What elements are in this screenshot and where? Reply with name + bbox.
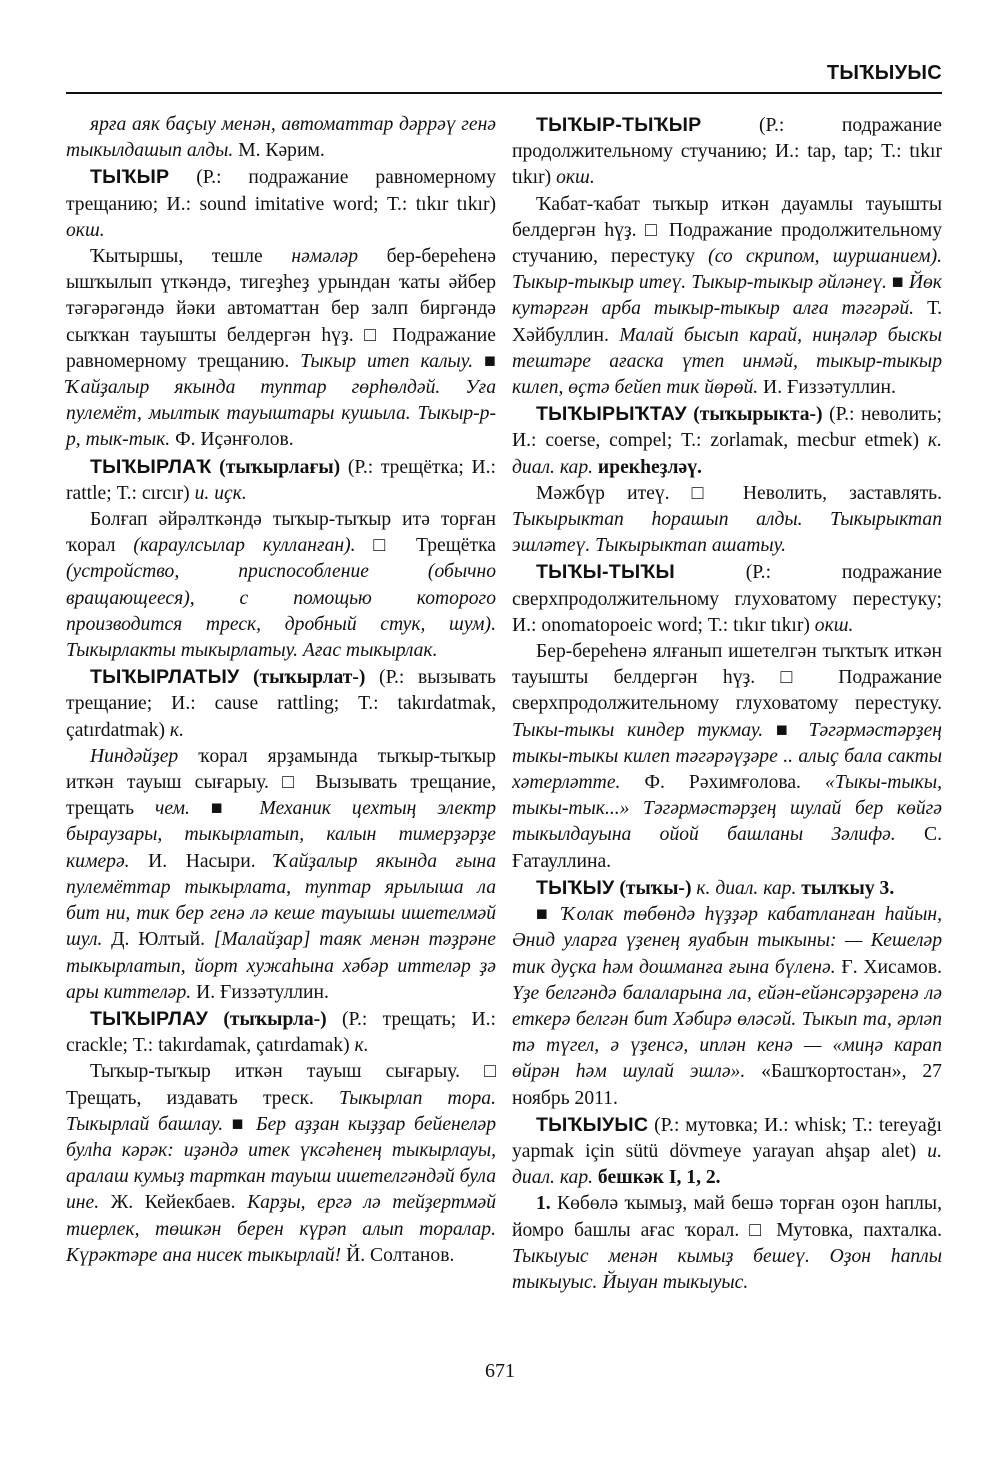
text-run: (караулсылар кулланған).: [133, 535, 356, 557]
entry-headline: [66, 454, 496, 507]
text-run: М. Кәрим.: [233, 140, 325, 162]
text-run: ҡорал ярҙамында тыҡыр-тыҡыр иткән тауыш сығарыу. □ Вызывать трещание, трещать: [66, 745, 496, 820]
text-run: □ Трещётка: [355, 535, 496, 557]
text-run: Ҡолак төбөндә һүҙҙәр кабатланған һайын, Әнид уларға үҙенең яуабын тыкыны: — Кешеләр тик дуҫка һәм дошманға ғына бүленә.: [512, 904, 942, 978]
right-column: [512, 112, 942, 1296]
entry-text: [66, 507, 496, 664]
text-run: ■: [189, 798, 260, 820]
entry-headline: [66, 664, 496, 744]
entry-headline: [512, 1112, 942, 1192]
text-run: и. иҫк.: [194, 482, 247, 504]
text-run: Үҙе белгәндә балаларына ла, ейән-ейәнсәрҙәренә лә еткерә белгән бит Хәбирә өләсәй. Тыкып та, әрләп тә түгел, ә үҙенсә, иплән кенә — «миңә карап өйрән һәм шулай эшлә».: [512, 982, 942, 1083]
left-column: [66, 112, 496, 1269]
text-run: бер-береһенә ышҡылып үткәндә, тигеҙһеҙ урындан ҡаты әйбер тәгәрәгәндә йәки автоматтан бер залп биргәндә сыҡҡан тауышты белдергән һүҙ. □ Подражание равномерному трещанию.: [66, 246, 496, 372]
entry-headline: [512, 875, 942, 902]
entry-headline: [66, 1006, 496, 1059]
text-run: Малай бысып карай, ниңәләр быскы тештәре ағаска үтеп инмәй, тыкыр-тыкыр килеп, өҫтә бейеп тик йөрөй.: [512, 324, 942, 399]
text-run: окш.: [814, 614, 854, 636]
text-run: ■: [473, 350, 497, 372]
text-run: (Р.: вызывать трещание; И.: cause rattling; Т.: takırdatmak, çatırdatmak): [66, 667, 496, 741]
text-run: Тыкыуыс менән кымыҙ бешеү. Оҙон һаплы тыкыуыс. Йыуан тыкыуыс.: [512, 1245, 942, 1293]
text-run: (Р.: подражание равномерному трещанию; И.: sound imitative word; Т.: tıkır tıkır): [66, 167, 496, 215]
text-run: С. Ғатауллина.: [512, 824, 942, 872]
text-run: ■: [536, 904, 562, 926]
text-run: (тыҡырлағы): [211, 456, 341, 478]
entry-text: [66, 744, 496, 1006]
text-run: «Тыкы-тыкы, тыкы-тык...» Тәгәрмәстәрҙең шулай бер көйгә тыкылдауына ойой башланы Зәлифә.: [512, 772, 942, 846]
page-header: [66, 58, 942, 98]
entry-text: [512, 192, 942, 402]
text-run: нәмәләр: [291, 246, 359, 268]
entry-headline: [66, 164, 496, 244]
header-rule: [66, 92, 942, 94]
headword: ТЫҠЫРЛАУ: [90, 1007, 209, 1030]
entry-text: [512, 639, 942, 875]
text-run: (Р.: мутовка; И.: whisk; Т.: tereyağı yapmak için sütü dövmeye yarayan ahşap alet): [512, 1114, 942, 1162]
text-run: Болғап әйрәлткәндә тыҡыр-тыҡыр итә торған ҡорал: [66, 509, 496, 557]
text-run: «Башҡортостан», 27 ноябрь 2011.: [512, 1061, 942, 1109]
text-run: к.: [169, 719, 184, 741]
headword: ТЫҠЫР: [90, 166, 170, 189]
text-run: к. диал. кар.: [691, 877, 797, 899]
entry-text: [66, 112, 496, 164]
text-run: Мәжбүр итеү. □ Неволить, заставлять.: [536, 482, 942, 504]
headword: ТЫҠЫРЫҠТАУ: [536, 403, 687, 426]
text-run: Тыкыр итеп калыу.: [300, 350, 474, 372]
text-run: Бер-береһенә ялғанып ишетелгән тыҡтыҡ иткән тауышты белдергән һүҙ. □ Подражание сверхпродолжительному глуховатому перестуку.: [512, 641, 942, 715]
text-run: Ҡайҙалыр якында ғына пулемёттар тыкырлата, туптар ярылыша ла бит ни, тик бер генә лә кеше тауышы ишетелмәй шул.: [66, 850, 496, 951]
headword: ТЫҠЫР-ТЫҠЫР: [536, 114, 702, 136]
text-run: (тыҡырлат-): [239, 667, 366, 689]
text-run: (тыҡы-): [614, 877, 692, 899]
entry-text: [512, 1191, 942, 1296]
text-run: И. Ғиззәтуллин.: [191, 981, 329, 1003]
text-run: Тыҡыр-тыҡыр иткән тауыш сығарыу. □ Трещать, издавать треск.: [66, 1061, 496, 1109]
headword: ТЫҠЫУ: [536, 876, 615, 899]
entry-text: [512, 481, 942, 560]
text-run: Тыкы-тыкы киндер тукмау.: [512, 719, 764, 741]
text-run: Ҡайҙалыр якында туптар гөрһөлдәй. Уға пулемёт, мылтык тауыштары кушыла. Тыкыр-р-р, тык-тык.: [66, 377, 496, 451]
text-run: ирекһеҙләү.: [593, 456, 702, 478]
headword: ТЫҠЫ-ТЫҠЫ: [536, 561, 675, 584]
text-run: тылҡыу 3.: [796, 877, 895, 899]
text-run: Бер аҙҙан кыҙҙар бейенеләр булһа кәрәк: иҙәндә итек үксәһенең тыкырлауы, аралаш кумыҙ тарткан тауыш ишетелгәндәй була ине.: [66, 1113, 496, 1214]
text-run: Ҡытыршы, тешле: [90, 246, 292, 268]
text-run: Ж. Кейекбаев.: [99, 1192, 248, 1214]
text-run: Механик цехтың электр быраузары, тыкырлатып, калын тимерҙәрҙе кимерә.: [66, 798, 496, 872]
running-head: ТЫҠЫУЫС: [826, 62, 942, 84]
entry-text: [512, 902, 942, 1112]
entry-headline: [512, 401, 942, 481]
text-run: и. диал. кар.: [512, 1140, 942, 1189]
text-run: ■: [223, 1113, 257, 1135]
text-run: (устройство, приспособление (обычно вращающееся), с помощью которого производится треск, дробный стук, шум). Тыкырлакты тыкырлатыу. Ағас тыкырлак.: [66, 561, 496, 662]
text-run: (тыҡырла-): [208, 1008, 327, 1030]
text-run: (Р.: подражание продолжительному стучанию; И.: tap, tap; Т.: tıkır tıkır): [512, 115, 942, 189]
text-run: Ф. Иҫәнғолов.: [170, 429, 294, 451]
entry-headline: [512, 559, 942, 639]
text-run: ярға аяк баҫыу менән, автоматтар дәррәү генә тыкылдашып алды.: [66, 114, 496, 162]
text-run: Ғ. Хисамов.: [835, 956, 943, 978]
text-run: (Р.: трещать; И.: crackle; Т.: takırdamak, çatırdamak): [66, 1008, 496, 1057]
text-run: бешкәк I, 1, 2.: [593, 1167, 721, 1189]
page-number: 671: [485, 1360, 515, 1382]
text-run: окш.: [66, 219, 105, 241]
text-run: к. диал. кар.: [512, 430, 942, 478]
text-run: 1.: [536, 1193, 551, 1215]
entry-headline: [512, 112, 942, 192]
text-run: Тәгәрмәстәрҙең тыкы-тыкы килеп тәгәрәүҙәре .. алыҫ бала сакты хәтерләтте.: [512, 719, 942, 794]
text-run: (со скрипом, шуршанием). Тыкыр-тыкыр итеү. Тыкыр-тыкыр әйләнеү.: [512, 246, 942, 294]
text-run: Ф. Рәхимғолова.: [620, 772, 826, 794]
text-run: Тыкырыктап һорашып алды. Тыкырыктап эшләтеү. Тыкырыктап ашатыу.: [512, 509, 942, 557]
text-run: Д. Юлтый.: [102, 929, 214, 951]
text-run: (Р.: подражание сверхпродолжительному глуховатому перестуку; И.: onomatopoeic word; Т.: tıkır tıkır): [512, 562, 942, 636]
text-run: Йөк кутәргән арба тыкыр-тыкыр алға тәгәрәй.: [512, 272, 942, 320]
text-run: И. Ғиззәтуллин.: [758, 377, 896, 399]
text-run: Ҡабат-ҡабат тыҡыр иткән дауамлы тауышты белдергән һүҙ. □ Подражание продолжительному стучанию, перестуку: [512, 193, 942, 268]
text-run: [Малайҙар] таяк менән тәҙрәне тыкырлатып, йорт хужаһына хәбәр иттеләр ҙә ары киттеләр.: [66, 929, 496, 1003]
text-run: (Р.: трещётка; И.: rattle; Т.: cırcır): [66, 456, 496, 504]
text-run: чем.: [154, 798, 190, 820]
text-run: (Р.: неволить; И.: coerse, compel; Т.: zorlamak, mecbur etmek): [512, 404, 942, 452]
entry-text: [66, 1059, 496, 1269]
text-run: Й. Солтанов.: [341, 1244, 455, 1266]
text-run: (тыҡырыкта-): [686, 404, 823, 426]
headword: ТЫҠЫУЫС: [536, 1113, 649, 1136]
text-run: ■: [886, 272, 909, 294]
text-run: окш.: [556, 167, 595, 189]
headword: ТЫҠЫРЛАҠ: [90, 455, 212, 478]
text-run: к.: [354, 1035, 369, 1057]
headword: ТЫҠЫРЛАТЫУ: [90, 666, 240, 689]
text-run: Көбөлә ҡымыҙ, май бешә торған оҙон һаплы, йомро башлы ағас ҡорал. □ Мутовка, пахталка.: [512, 1193, 942, 1241]
text-run: ■: [763, 719, 809, 741]
text-run: Ниндәйҙер: [90, 745, 179, 767]
text-run: Т. Хәйбуллин.: [512, 298, 942, 346]
text-run: Карҙы, ергә лә тейҙертмәй тиерлек, төшкән берен күрәп алып торалар. Күрәктәре ана нисек тыкырлай!: [66, 1192, 496, 1266]
text-run: И. Насыри.: [129, 850, 275, 872]
text-run: Тыкырлап тора. Тыкырлай башлау.: [66, 1087, 496, 1135]
entry-text: [66, 244, 496, 454]
